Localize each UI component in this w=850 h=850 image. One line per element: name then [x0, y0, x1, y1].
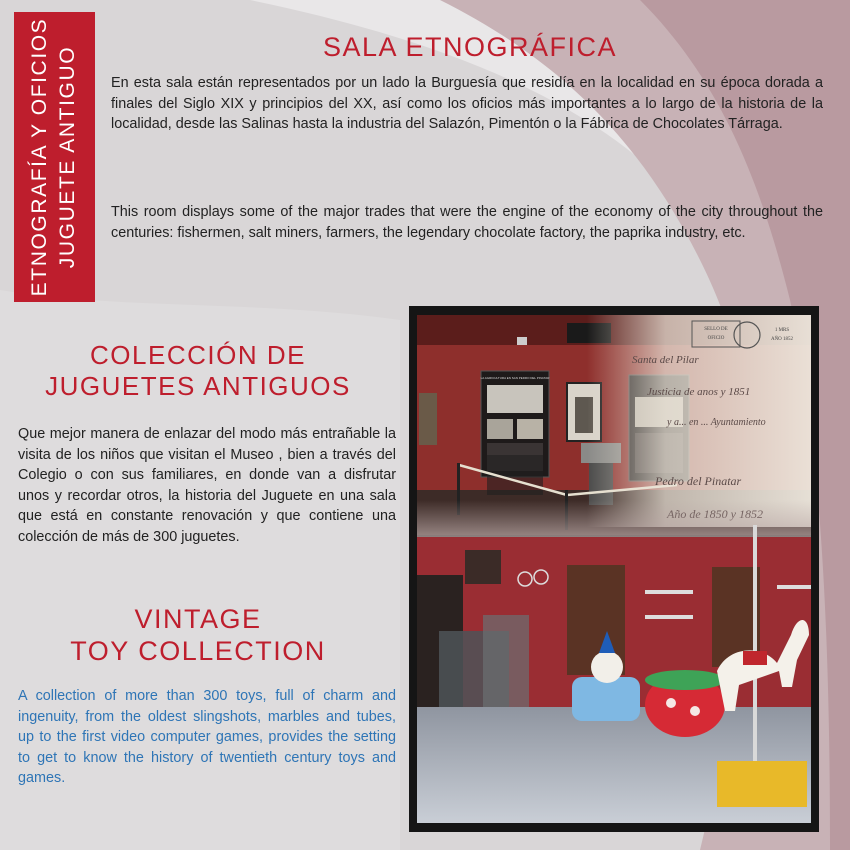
museum-photo	[417, 315, 811, 823]
side-photo	[419, 393, 437, 445]
ceiling-spot	[517, 337, 527, 345]
script-line-4: Pedro del Pinatar	[655, 474, 742, 488]
stamp-text-3: 1 MRS	[774, 328, 790, 333]
toys-es-text: Que mejor manera de enlazar del modo más entrañable la visita de los niños que visitan el Museo , bien a través del Colegio o con sus familiares, en donde van a disfrutar unos y recordar otros, la historia del Juguete en una sala que está en constante renovación y que contiene una colección de más de 300 juguetes.	[18, 426, 396, 545]
ethno-text-en: This room displays some of the major trades that were the engine of the economy of the city throughout the centuries: fishermen, salt miners, farmers, the legendary chocolate factory, the paprika industry, etc.	[111, 204, 823, 241]
carousel-base	[717, 761, 807, 807]
toys-en-title-line-1: VINTAGE	[134, 604, 262, 634]
left-exhibit-photo-2	[487, 419, 513, 439]
left-exhibit-panel-title: LA AGRICULTURA EN SAN PEDRO DEL PINATAR	[480, 376, 550, 380]
teacup-dot-2	[690, 706, 700, 716]
sidebar-label-line-1: ETNOGRAFÍA Y OFICIOS	[28, 17, 51, 297]
script-line-3: y a... en ... Ayuntamiento	[667, 417, 766, 428]
ethno-text-es: En esta sala están representados por un lado la Burguesía que residía en la localidad en su época dorada a finales del Siglo XIX y principios del XX, así como los oficios más importantes a lo largo de la historia de la localidad, desde las Salinas hasta la industria del Salazón, Pimentón o la Fábrica de Chocolates Tárraga.	[111, 75, 823, 132]
ethno-title: SALA ETNOGRÁFICA	[322, 32, 618, 62]
clown-face	[591, 651, 623, 683]
toys-en-title	[18, 603, 378, 667]
left-exhibit-photo-3	[517, 419, 543, 439]
clown-car	[572, 677, 640, 721]
sidebar-label-line-2: JUGUETE ANTIGUO	[56, 45, 79, 269]
stamp-text-2: OFICIO	[707, 336, 725, 341]
museum-photo-frame	[409, 306, 819, 832]
teacup-rim	[645, 670, 725, 690]
toys-en-title-line-2: TOY COLLECTION	[70, 636, 326, 666]
script-line-2: Justicia de anos y 1851	[647, 386, 751, 398]
toy-shelf-3	[777, 585, 811, 589]
stamp-text-4: AÑO 1852	[770, 337, 794, 342]
stamp-text-1: SELLO DE	[704, 327, 728, 332]
toys-es-title-line-2: JUGUETES ANTIGUOS	[45, 371, 351, 401]
toy-shelf-1	[645, 590, 693, 594]
sidebar-label	[26, 14, 82, 300]
script-line-1: Santa del Pilar	[632, 354, 699, 366]
toys-es-title	[18, 340, 378, 402]
toy-wall-case	[465, 550, 501, 584]
left-exhibit-photo-1	[487, 385, 543, 413]
toy-shelf-2	[645, 615, 693, 619]
carousel-saddle	[743, 651, 767, 665]
toys-es-title-line-1: COLECCIÓN DE	[90, 340, 306, 370]
teacup-dot-1	[666, 698, 676, 708]
toys-en-text: A collection of more than 300 toys, full of charm and ingenuity, from the oldest slingshots, marbles and tubes, up to the first video computer games, provides the setting to get to know the history of twentieth century toys and games.	[18, 688, 396, 786]
